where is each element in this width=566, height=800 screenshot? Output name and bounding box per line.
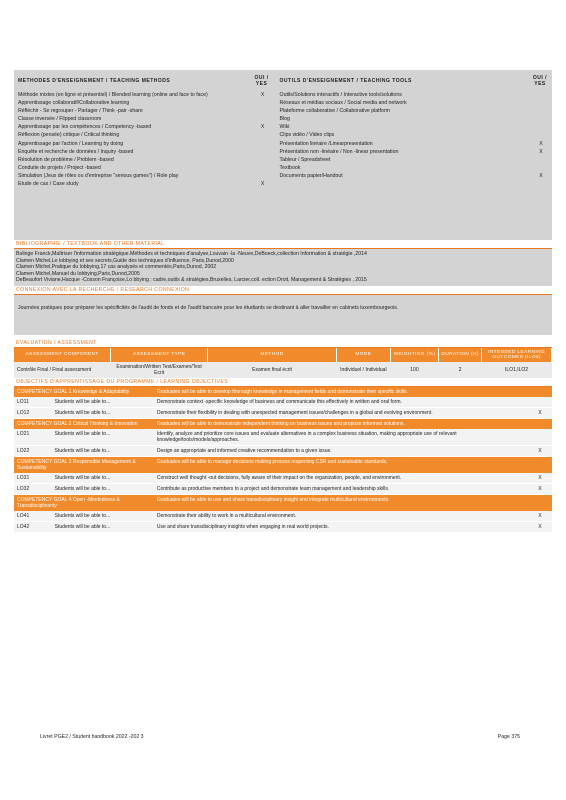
learning-outcome-text: Design an appropriate and informed creative recommendation to a given issue.	[154, 445, 528, 456]
method-row-label: Classe inversée / Flipped classroom	[18, 116, 102, 123]
tool-row-check	[534, 124, 548, 131]
tool-row	[280, 157, 548, 164]
competency-goal-title: COMPETENCY GOAL 1 Knowledge & Adaptability	[17, 388, 130, 395]
tool-row-check	[534, 92, 548, 99]
tool-row-label: Textbook	[279, 164, 301, 171]
tool-row	[280, 92, 548, 99]
method-row	[18, 157, 270, 164]
footer-handbook: Livret PGE2 / Student handbook 2022 -202 3	[40, 734, 144, 740]
learning-outcome-text: Construct well thought -out decisions, fully aware of their impact on the organization, people, and environment.	[154, 473, 528, 484]
learning-outcome-who: Students will be able to...	[52, 445, 154, 456]
tool-row-label: Présentation non -linéaire / Non -linear presentation	[279, 148, 399, 155]
learning-outcome-check: X	[528, 521, 552, 532]
learning-outcome-code: LO21	[14, 429, 52, 446]
learning-outcome-who: Students will be able to...	[52, 511, 154, 522]
assessment-cell: Examination/Written Test/Examen/Test Ecrit	[111, 362, 208, 378]
tool-row-label: Présentation linéaire /Linearpresentation	[279, 140, 373, 147]
method-row	[18, 108, 270, 115]
tools-column	[274, 70, 552, 240]
assessment-table	[14, 348, 552, 378]
tool-row	[280, 141, 548, 148]
tool-row-label: Clips vidéo / Video clips	[279, 132, 335, 139]
assessment-column-header: ASSESSMENT COMPONENT	[14, 348, 111, 362]
method-row	[18, 149, 270, 156]
method-row-check	[256, 173, 270, 180]
assessment-column-header: MODE	[337, 348, 391, 362]
tool-row-label: Blog	[279, 116, 290, 123]
assessment-cell: Individuel / Individual	[337, 362, 391, 378]
learning-outcome-code: LO31	[14, 473, 52, 484]
tool-row-label: Documents papier/Handout	[279, 172, 343, 179]
learning-outcome-code: LO11	[14, 397, 52, 408]
method-row-label: Apprentissage collaboratif/Collaborative learning	[18, 100, 130, 107]
tool-row-label: Outils/Solutions interactifs / Interactive tools/solutions	[279, 92, 402, 98]
learning-outcome-row	[14, 511, 552, 522]
learning-outcome-text: Demonstrate their ability to work in a multicultural environment.	[154, 511, 528, 522]
tool-row-check: X	[539, 148, 543, 155]
assessment-row	[14, 362, 552, 378]
tool-row-label: Wiki	[279, 124, 290, 131]
learning-outcome-who: Students will be able to...	[52, 407, 154, 418]
method-row-check: X	[260, 124, 265, 131]
learning-outcome-text: Demonstrate context -specific knowledge of business and communicate this effectively in written and oral form.	[154, 397, 528, 408]
method-row-check	[256, 100, 270, 107]
tool-row-check	[534, 132, 548, 139]
method-row-check	[256, 116, 270, 123]
assessment-cell: 2	[439, 362, 482, 378]
tool-row-check	[534, 116, 548, 123]
tool-row-label: Tableur / Spreadsheet	[279, 156, 331, 163]
method-row-check: X	[260, 92, 265, 98]
learning-outcome-check	[528, 397, 552, 408]
assessment-column-header: ASSESSMENT TYPE	[111, 348, 208, 362]
tools-yes-header: OUI / YES	[532, 75, 548, 87]
method-row	[18, 92, 270, 99]
method-row-label: Etude de cas / Case study	[18, 181, 79, 188]
competency-goal-desc: Graduates will be able to use and share transdisciplinary insight and integrate multicultural environments.	[156, 496, 390, 503]
learning-outcome-check: X	[528, 407, 552, 418]
learning-objectives-table	[14, 387, 552, 533]
method-row-check	[256, 132, 270, 139]
method-row-label: Conduite de projets / Project -based	[18, 164, 101, 171]
methods-yes-header: OUI / YES	[254, 75, 269, 87]
tool-row	[280, 116, 548, 123]
bibliography-entry: Bulinge Franck,Maîtriser l'information stratégique.Méthodes et techniques d'analyse,Louvain -la -Neuve,DeBoeck,collection Information & stratégie ,2014	[16, 251, 367, 257]
assessment-header-row	[14, 348, 552, 362]
learning-outcome-who: Students will be able to...	[52, 397, 154, 408]
assessment-cell: Contrôle Final / Final assessment	[14, 362, 111, 378]
methods-column	[14, 70, 274, 240]
bibliography-entry: DeBeaufort Viviane,Hacque -Cosson Françoise,Lo bbying : cadre,outils & stratégies,Bruxelles, Larcier,coll. ection Droit, Management & Stratégies , 2015	[16, 277, 367, 283]
tool-row-check	[534, 108, 548, 115]
method-row-label: Apprentissage par les compétences / Competency -based	[18, 124, 152, 131]
learning-outcome-code: LO41	[14, 511, 52, 522]
method-row-label: Résolution de problème / Problem -based	[18, 156, 114, 163]
assessment-cell: Examen final écrit	[208, 362, 337, 378]
tools-header: OUTILS D'ENSEIGNEMENT / TEACHING TOOLS	[279, 78, 412, 84]
tool-row-label: Réseaux et médias sociaux / Social media and network	[279, 100, 407, 107]
assessment-column-header: WEIGHTING (%)	[390, 348, 438, 362]
learning-outcome-row	[14, 445, 552, 456]
assessment-column-header: INTENDED LEARNING OUTCOMES (ILOs)	[482, 348, 552, 362]
learning-outcome-row	[14, 473, 552, 484]
competency-goal-title: COMPETENCY GOAL 3 Responsible Management & Sustainability	[17, 458, 136, 471]
competency-goal-row	[14, 494, 552, 511]
learning-outcome-code: LO32	[14, 483, 52, 494]
learning-outcome-text: Demonstrate their flexibility in dealing with unexpected management issues/challenges in a global and evolving environment.	[154, 407, 528, 418]
learning-outcome-text: Identify, analyze and prioritize core issues and evaluate alternatives in a complex business situation, making appropriate use of relevant knowledge/tools/models/approaches.	[154, 429, 528, 446]
learning-outcome-who: Students will be able to...	[52, 483, 154, 494]
method-row	[18, 141, 270, 148]
evaluation-header: EVALUATION / ASSESSMENT	[14, 339, 552, 348]
competency-goal-desc: Graduates will be able to develop thorough knowledge in management fields and demonstrate their specific skills.	[156, 388, 408, 395]
methods-list	[18, 92, 270, 188]
method-row-check	[256, 108, 270, 115]
methods-header: METHODES D'ENSEIGNEMENT / TEACHING METHODS	[18, 78, 171, 84]
tool-row	[280, 108, 548, 115]
method-row-label: Réflexion (pensée) critique / Critical thinking	[18, 132, 120, 139]
tool-row	[280, 132, 548, 139]
tool-row-check	[534, 157, 548, 164]
competency-goal-desc: Graduates will be able to demonstrate independent thinking on business issues and propose informed solutions.	[156, 420, 405, 427]
competency-goal-desc: Graduates will be able to manage decisions making process respecting CSR and sustainable standards.	[156, 458, 388, 465]
bibliography-entry: Clamen Michel,Pratique du lobbying,17 cas analysés et commentés,Paris,Dunod, 2002	[16, 264, 217, 270]
bibliography-list	[14, 249, 552, 286]
assessment-cell: 100	[390, 362, 438, 378]
assessment-column-header: DURATION (H)	[439, 348, 482, 362]
learning-outcome-row	[14, 429, 552, 446]
method-row	[18, 116, 270, 123]
assessment-cell: ILO1,ILO2	[482, 362, 552, 378]
learning-outcome-check	[528, 429, 552, 446]
learning-outcome-code: LO42	[14, 521, 52, 532]
learning-outcome-who: Students will be able to...	[52, 473, 154, 484]
method-row-check	[256, 157, 270, 164]
method-row-check	[256, 141, 270, 148]
learning-outcome-text: Use and share transdisciplinary insights when engaging in real world projects.	[154, 521, 528, 532]
assessment-column-header: METHOD	[208, 348, 337, 362]
method-row-check	[256, 165, 270, 172]
tool-row	[280, 149, 548, 156]
learning-outcome-row	[14, 397, 552, 408]
tool-row-check: X	[539, 140, 543, 147]
learning-outcome-check: X	[528, 445, 552, 456]
research-text: Journées pratiques pour préparer les spécificités de l'audit de fonds et de l'audit bancaire pour les étudiants se destinant à aller travailler en cabinets luxembourgeois.	[14, 295, 552, 335]
method-row-check	[256, 149, 270, 156]
learning-outcome-check: X	[528, 483, 552, 494]
method-row	[18, 181, 270, 188]
method-row	[18, 132, 270, 139]
competency-goal-title: COMPETENCY GOAL 2 Critical Thinking & Innovation	[17, 420, 138, 427]
syllabus-page	[14, 70, 552, 533]
method-row	[18, 124, 270, 131]
competency-goal-row	[14, 418, 552, 429]
learning-outcome-text: Contribute as productive members to a project and demonstrate team management and leadership skills.	[154, 483, 528, 494]
method-row	[18, 165, 270, 172]
research-header: CONNEXION AVEC LA RECHERCHE / RESEARCH CONNEXION	[14, 286, 552, 295]
tool-row-check: X	[539, 172, 543, 179]
tools-list	[280, 92, 548, 179]
teaching-section	[14, 70, 552, 240]
tool-row	[280, 100, 548, 107]
learning-outcome-code: LO22	[14, 445, 52, 456]
method-row-label: Apprentissage par l'action / Learning by doing	[18, 140, 124, 147]
tool-row-label: Plateforme collaborative / Collaborative platform	[279, 108, 390, 115]
tool-row-check	[534, 100, 548, 107]
tool-row	[280, 165, 548, 172]
tool-row	[280, 173, 548, 180]
method-row-label: Simulation (Jeux de rôles ou d'entreprise "serious games") / Role play	[18, 172, 179, 179]
learning-outcome-row	[14, 521, 552, 532]
bibliography-entry: Clamen Michel,Le lobbying et ses secrets,Guide des techniques d'influence, Paris,Dunod,2000	[16, 257, 234, 264]
learning-outcome-code: LO12	[14, 407, 52, 418]
method-row-check: X	[260, 181, 265, 188]
page-footer	[40, 734, 520, 740]
learning-outcome-check: X	[528, 511, 552, 522]
bibliography-entry: Clamen Michel,Manuel du lobbying,Paris,Dunod,2005	[16, 270, 140, 277]
learning-outcome-row	[14, 483, 552, 494]
method-row	[18, 100, 270, 107]
objectives-header: OBJECTIFS D'APPRENTISSAGE DU PROGRAMME / LEARNING OBJECTIVES	[14, 378, 552, 387]
tool-row-check	[534, 165, 548, 172]
learning-outcome-row	[14, 407, 552, 418]
competency-goal-title: COMPETENCY GOAL 4 Open -Mindedness & Transdisciplinarity	[17, 496, 120, 509]
competency-goal-row	[14, 456, 552, 473]
tool-row	[280, 124, 548, 131]
footer-page-number: Page 375	[497, 734, 520, 740]
learning-outcome-check: X	[528, 473, 552, 484]
method-row	[18, 173, 270, 180]
method-row-label: Méthode mixtes (en ligne et présentiel) / Blended learning (online and face to face)	[18, 92, 208, 98]
method-row-label: Réfléchir - Se regrouper - Partager / Think -pair -share	[18, 108, 143, 115]
learning-outcome-who: Students will be able to...	[52, 429, 154, 446]
method-row-label: Enquête et recherche de données / Inquiry -based	[18, 148, 134, 155]
competency-goal-row	[14, 387, 552, 397]
learning-outcome-who: Students will be able to...	[52, 521, 154, 532]
bibliography-header: BIBLIOGRAPHIE / TEXTBOOK AND OTHER MATERIAL	[14, 240, 552, 249]
